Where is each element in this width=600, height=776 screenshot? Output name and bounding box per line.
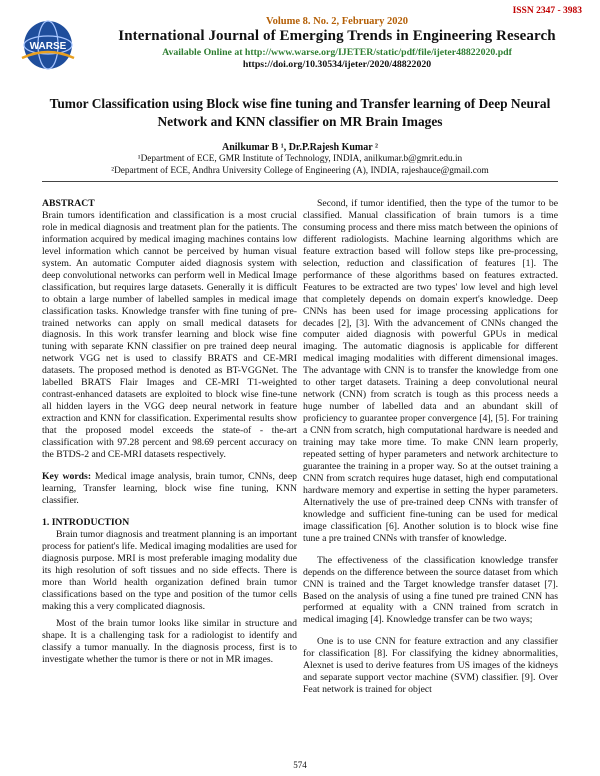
right-column bbox=[303, 198, 558, 696]
affiliation-2: ²Department of ECE, Andhra University College of Engineering (A), INDIA, rajeshauce@gmail.com bbox=[111, 166, 489, 176]
logo-text: WARSE bbox=[29, 41, 67, 52]
abstract-text: Brain tumors identification and classification is a most crucial role in medical diagnosis and treatment plan for the patients. The information acquired by medical imaging machines contains low level information which cannot be perceived by human visual system. An automatic Computer aided diagnosis system with deep convolutional networks can perform well in Medical Image classification, but requires large datasets. Generally it is difficult to obtain a large number of labelled samples in medical image classification tasks. Knowledge transfer with fine tuning of pre-trained networks can apply on small medical datasets for diagnosis. In this work transfer learning and block wise fine tuning with separate KNN classifier on pre trained deep neural network VGG net is used to classify BRATS and CE-MRI datasets. The proposed method is denoted as BT-VGGNet. The labelled BRATS Flair Images and CE-MRI T1-weighted contrast-enhanced datasets are exploited to block wise fine-tune all hidden layers in the VGG deep neural network in feature extraction and KNN for classification. Experimental results show that the proposed model exceeds the state-of - the-art classification with 97.28 percent and 98.69 percent accuracy on the BTDS-2 and CE-MRI datasets respectively. bbox=[42, 209, 297, 461]
keywords-line bbox=[42, 471, 297, 507]
intro-paragraph-2: Most of the brain tumor looks like similar in structure and shape. It is a challenging task for a radiologist to identify and classify a tumor manually. In the diagnosis process, first is to investigate whether the tumor is there or not in MR images. bbox=[42, 618, 297, 666]
intro-heading: 1. INTRODUCTION bbox=[42, 516, 130, 528]
keywords-label: Key words: bbox=[42, 470, 92, 482]
body-paragraph-1: Second, if tumor identified, then the type of the tumor to be classified. Manual classification of brain tumors is a time consuming process and there miss match between the opinions of different radiologists. Machine learning algorithms which are feature extraction based will follow steps like pre-processing, selection, reduction and classification of features [1]. The performance of these algorithms based on features extracted. Features to be extracted are two types' low level and high level that completely depends on domain expert's knowledge. Deep CNNs has been used for image processing applications for decades [2], [3]. With the advancement of CNNs changed the computer aided diagnosis with powerful GPUs in medical imaging. The automatic diagnosis is applicable for different medical imaging modalities with different dimensional images. The advantage with CNN is to transfer the knowledge from one to other target datasets. Training a deep convolutional neural network (CNN) from scratch is tough as this process needs a huge number of labelled data and an abundant skill of proficiency to guarantee proper convergence [4], [5]. For training a CNN from scratch, high computational hardware is needed and training may take more time. To make CNN learn properly, repeated setting of hyper parameters and network architecture to guarantee the training in a proper way. So at the outset training a CNN from scratch requires huge dataset, high end computational hardware memory and expertise in setting the hyper parameters. Alternatively the use of pre-trained deep CNNs with transfer of knowledge and sufficient fine-tuning can be used for medical image classification [6]. Another solution is to block wise fine tune a pre trained CNNs with transfer of knowledge. bbox=[303, 198, 558, 544]
available-online-link[interactable]: Available Online at http://www.warse.org/IJETER/static/pdf/file/ijeter48822020.pdf bbox=[162, 47, 512, 58]
page-number: 574 bbox=[293, 760, 307, 770]
title-divider bbox=[42, 181, 558, 182]
abstract-heading: ABSTRACT bbox=[42, 198, 95, 209]
affiliation-1: ¹Department of ECE, GMR Institute of Technology, INDIA, anilkumar.b@gmrit.edu.in bbox=[137, 154, 463, 164]
body-paragraph-3: One is to use CNN for feature extraction and any classifier for classification [8]. For classifying the kidney abnormalities, Alexnet is used to derive features from US images of the kidneys and separate support vector machine (SVM) classifier. [9]. Over Feat network is trained for object bbox=[303, 636, 558, 696]
warse-logo bbox=[16, 18, 80, 76]
keywords-text: Medical image analysis, brain tumor, CNNs, deep learning, Transfer learning, block wise fine tuning, KNN classifier. bbox=[42, 470, 297, 506]
volume-line: Volume 8. No. 2, February 2020 bbox=[266, 16, 408, 27]
intro-paragraph-1: Brain tumor diagnosis and treatment planning is an important process for patient's life. Medical imaging modalities are used for diagnosis purpose. MRI is most preferable imaging modality due its high resolution of soft tissues and no side effects. There is more than World health organization defined brain tumor classifications based on the type and position of the tumor cells making this a very complicated diagnosis. bbox=[42, 528, 297, 612]
journal-header bbox=[86, 16, 588, 70]
body-paragraph-2: The effectiveness of the classification knowledge transfer depends on the difference between the source dataset from which CNN is trained and the Target knowledge transfer dataset [7]. Based on the analysis of using a fine tuned pre trained CNN has performed at equality with a CNN trained from scratch in medical imaging [4]. Knowledge transfer can be two ways; bbox=[303, 554, 558, 626]
issn-label: ISSN 2347 - 3983 bbox=[512, 6, 582, 16]
paper-title: Tumor Classification using Block wise fine tuning and Transfer learning of Deep Neural Network and KNN classifier on MR Brain Images bbox=[49, 96, 551, 129]
journal-title: International Journal of Emerging Trends in Engineering Research bbox=[118, 28, 556, 44]
doi-link[interactable]: https://doi.org/10.30534/ijeter/2020/48822020 bbox=[242, 59, 432, 70]
left-column bbox=[42, 198, 297, 666]
authors: Anilkumar B ¹, Dr.P.Rajesh Kumar ² bbox=[221, 142, 379, 153]
